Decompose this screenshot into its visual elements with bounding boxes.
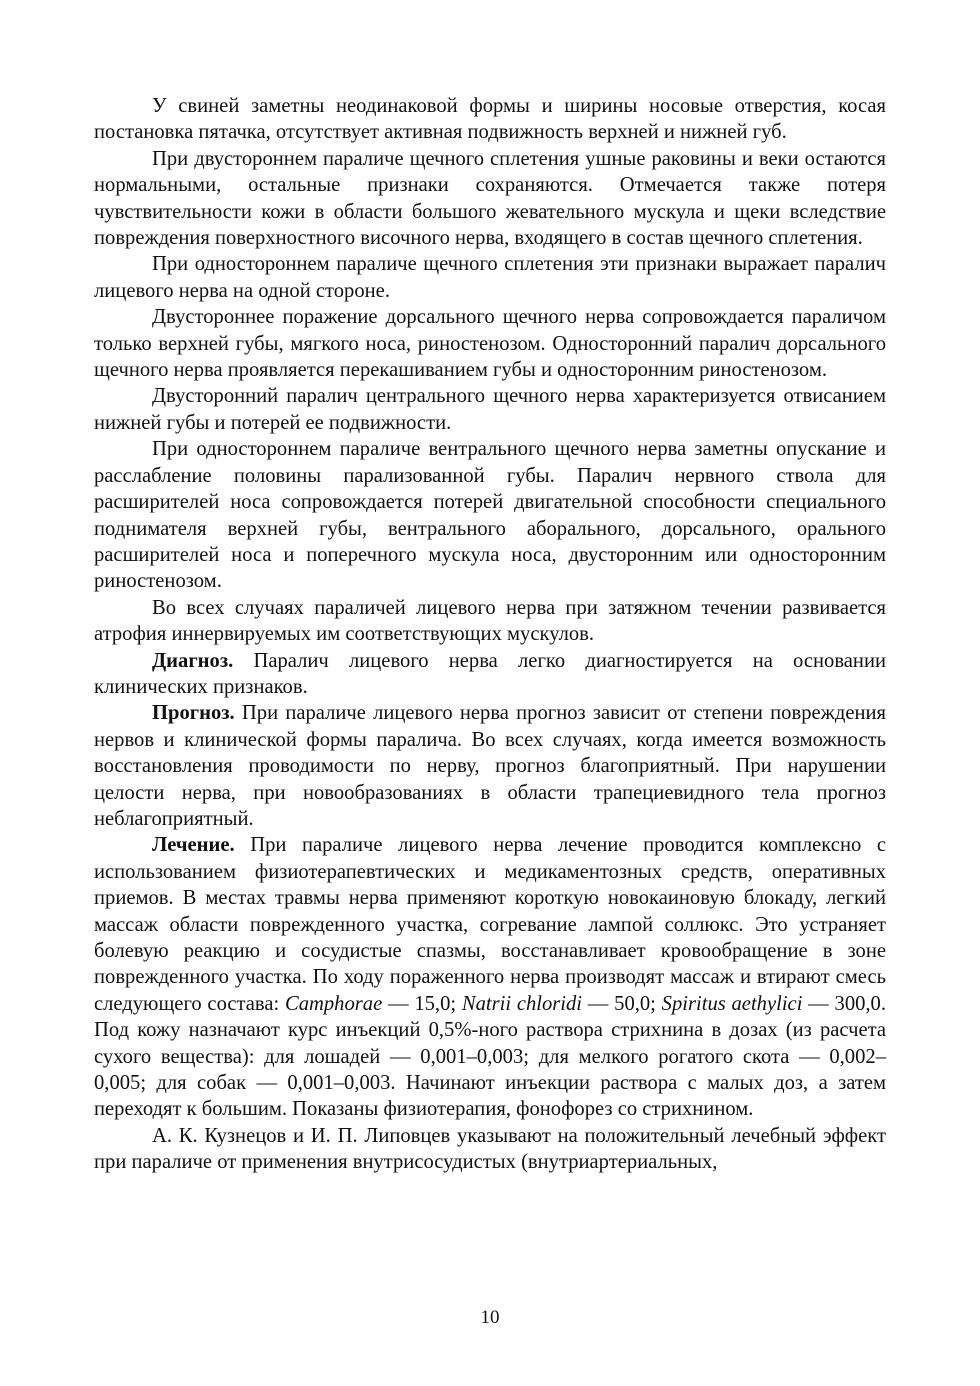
treatment-text-4: — 300,0. Под кожу назначают курс инъекций 0,5%-ного раствора стрихнина в дозах (из расчета сухого вещества): для лошадей — 0,001–0,003; для мелкого рогатого скота — 0,002–0,005; для собак — 0,001–0,003. Начинают инъекции раствора с малых доз, а затем переходят к большим. Показаны физиотерапия, фонофорез со стрихнином. [94,992,887,1121]
paragraph-dorsal-buccal-nerve: Двустороннее поражение дорсального щечного нерва сопровождается параличом только верхней губы, мягкого носа, риностенозом. Односторонний паралич дорсального щечного нерва проявляется перекашиванием губы и односторонним риностенозом. [94,306,886,382]
paragraph-pig-symptoms: У свиней заметны неодинаковой формы и ширины носовые отверстия, косая постановка пятачка, отсутствует активная подвижность верхней и нижней губ. [94,95,886,144]
paragraph-bilateral-buccal-plexus: При двустороннем параличе щечного сплетения ушные раковины и веки остаются нормальными, остальные признаки сохраняются. Отмечается также потеря чувствительности кожи в области большого жевательного мускула и щеки вследствие повреждения поверхностного височного нерва, входящего в состав щечного сплетения. [94,147,886,250]
diagnosis-heading: Диагноз. [152,649,234,672]
prognosis-heading: Прогноз. [152,702,235,725]
prognosis-text: При параличе лицевого нерва прогноз зависит от степени повреждения нервов и клинической формы паралича. Во всех случаях, когда имеется возможность восстановления проводимости по нерву, прогноз благоприятный. При нарушении целости нерва, при новообразованиях в области трапециевидного тела прогноз неблагоприятный. [94,702,886,830]
paragraph-ventral-buccal-nerve: При одностороннем параличе вентрального щечного нерва заметны опускание и расслабление половины парализованной губы. Паралич нервного ствола для расширителей носа сопровождается потерей двигательной способности специального поднимателя верхней губы, вентрального аборального, дорсального, орального расширителей носа и поперечного мускула носа, двусторонним или односторонним риностенозом. [94,438,886,593]
paragraph-kuznetsov-lipovtsev: А. К. Кузнецов и И. П. Липовцев указывают на положительный лечебный эффект при параличе от применения внутрисосудистых (внутриартериальных, [94,1124,886,1174]
page-number: 10 [480,1307,500,1328]
treatment-heading: Лечение. [152,834,235,857]
paragraph-central-buccal-nerve: Двусторонний паралич центрального щечного нерва характеризуется отвисанием нижней губы и потерей ее подвижности. [94,385,886,434]
paragraph-prognosis [94,700,886,832]
term-natrii-chloridi: Natrii chloridi [461,992,583,1015]
paragraph-atrophy: Во всех случаях параличей лицевого нерва при затяжном течении развивается атрофия иннервируемых им соответствующих мускулов. [94,596,886,646]
treatment-text-3: — 50,0; [582,992,662,1015]
treatment-text-2: — 15,0; [382,992,462,1015]
paragraph-diagnosis [94,648,886,701]
paragraph-treatment [94,832,886,1122]
term-camphorae: Camphorae [284,992,383,1015]
page-body [94,93,886,1176]
paragraph-unilateral-buccal-plexus: При одностороннем параличе щечного сплетения эти признаки выражает паралич лицевого нерва на одной стороне. [94,253,886,302]
term-spiritus-aethylici: Spiritus aethylici [661,992,803,1015]
diagnosis-text: Паралич лицевого нерва легко диагностируется на основании клинических признаков. [94,649,886,698]
treatment-text-1: При параличе лицевого нерва лечение проводится комплексно с использованием физиотерапевтических и медикаментозных средств, оперативных приемов. В местах травмы нерва применяют короткую новокаиновую блокаду, легкий массаж области поврежденного участка, согревание лампой соллюкс. Это устраняет болевую реакцию и сосудистые спазмы, восстанавливает кровообращение в зоне поврежденного участка. По ходу пораженного нерва производят массаж и втирают смесь следующего состава: [94,834,886,1015]
